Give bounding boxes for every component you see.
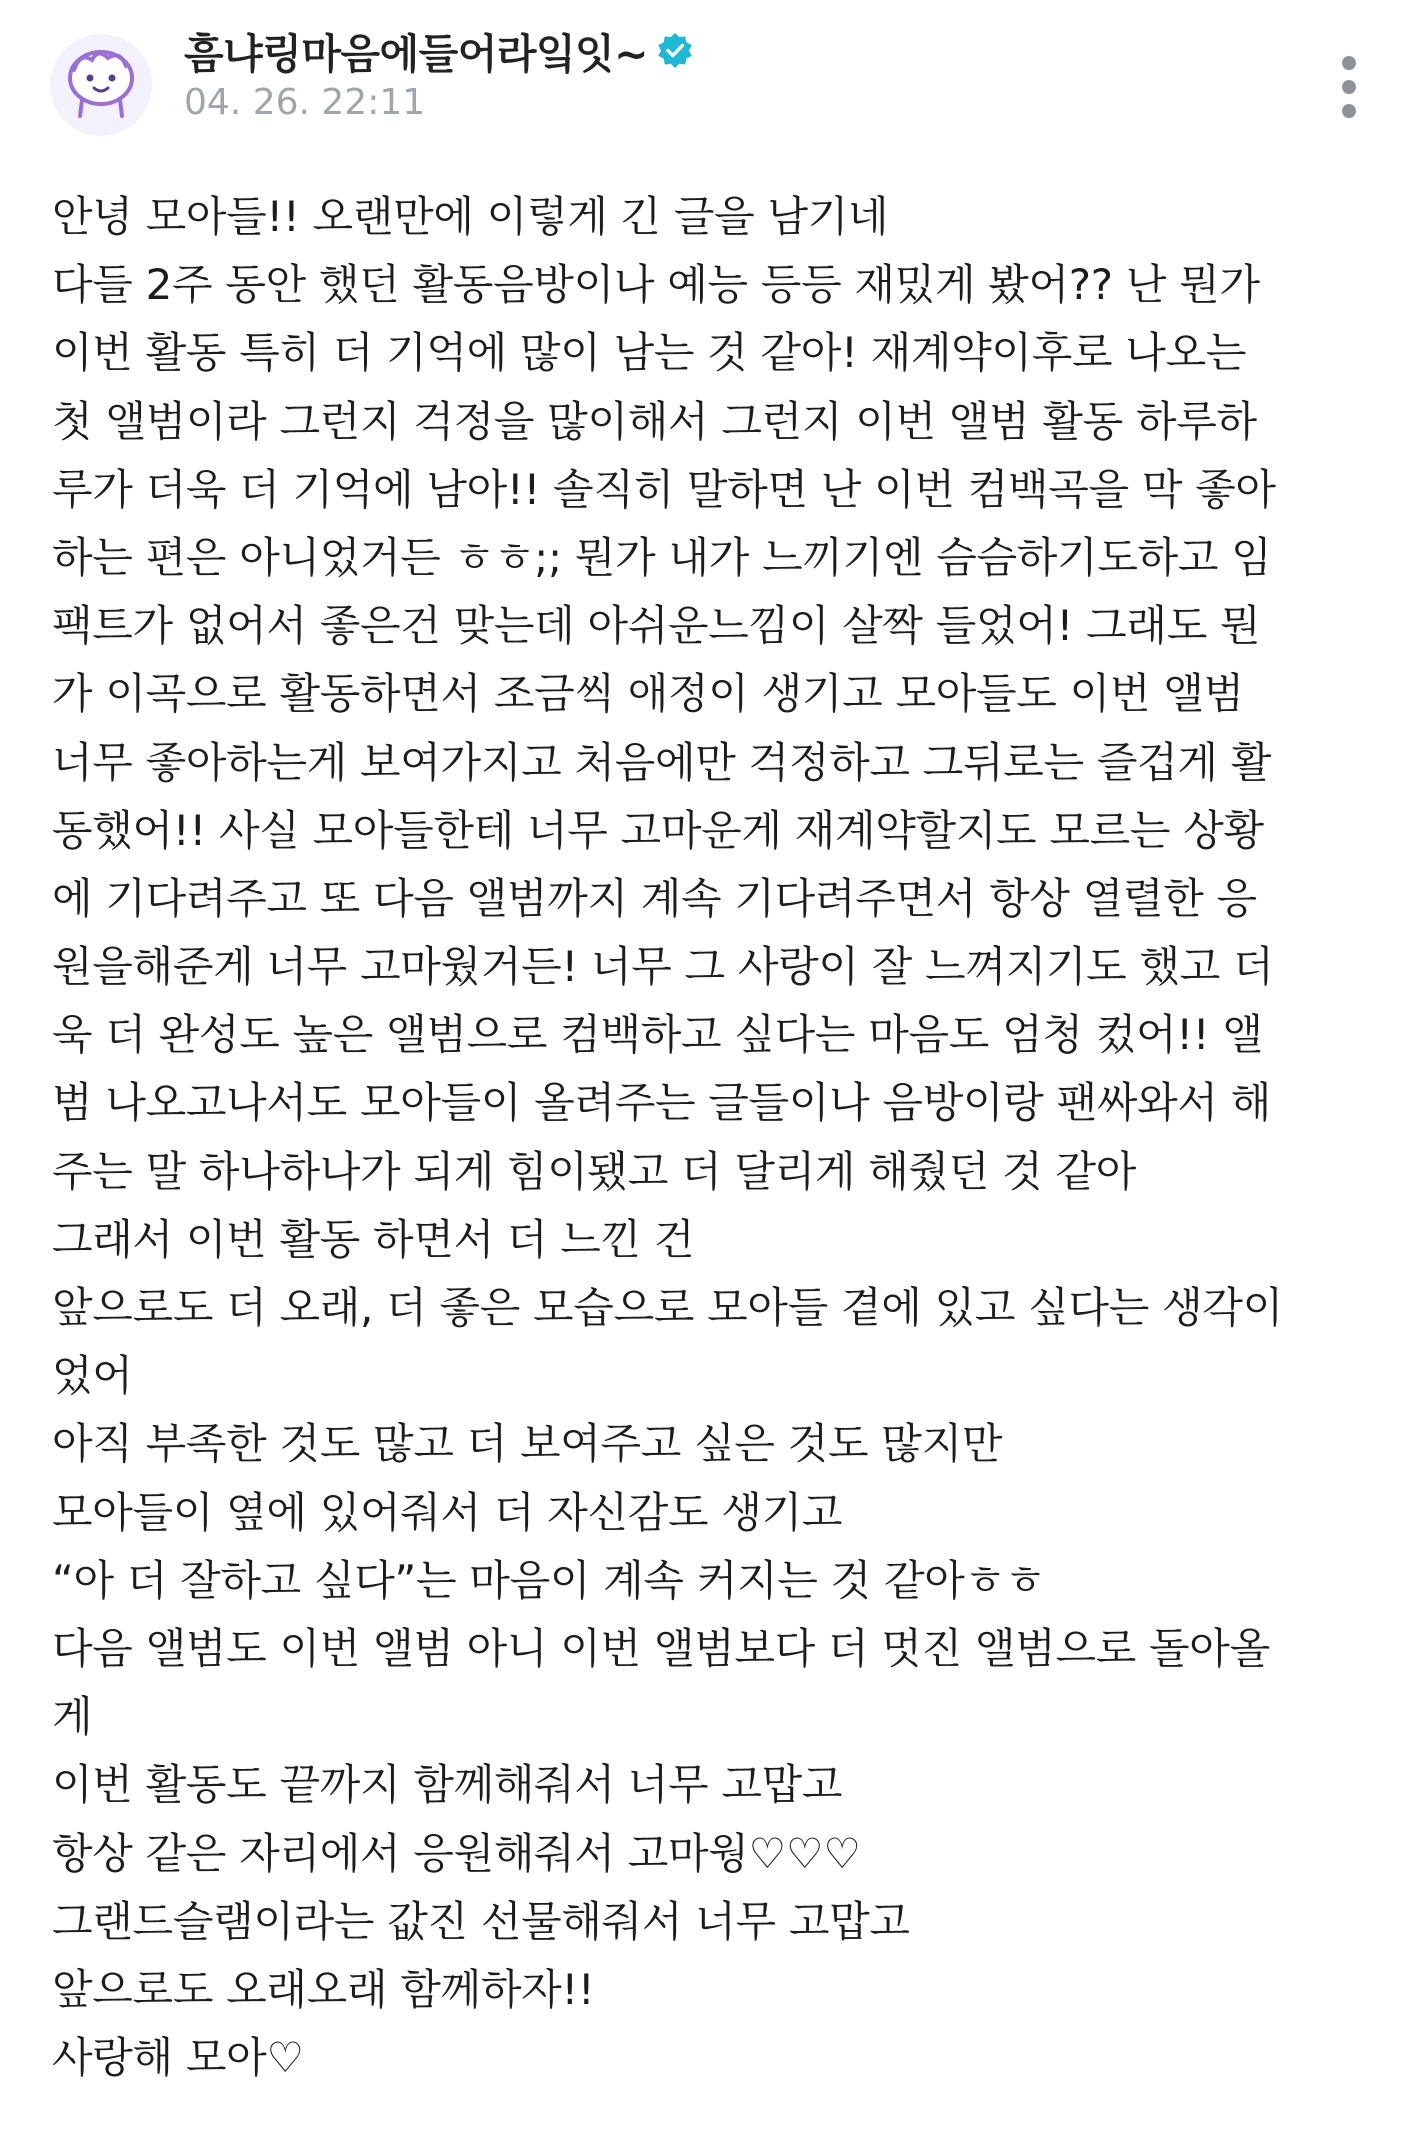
cartoon-avatar-icon	[50, 34, 152, 136]
post-body-line: 앞으로도 오래오래 함께하자!!	[52, 1964, 595, 2014]
post-body-line: 모아들이 옆에 있어줘서 더 자신감도 생기고	[52, 1487, 843, 1537]
post-body-line: 었어	[52, 1351, 133, 1401]
post-body-line: 다음 앨범도 이번 앨범 아니 이번 앨범보다 더 멋진 앨범으로 돌아올	[52, 1623, 1270, 1673]
post-body-line: 그랜드슬램이라는 값진 선물해줘서 너무 고맙고	[52, 1896, 910, 1946]
post-body-line: “아 더 잘하고 싶다”는 마음이 계속 커지는 것 같아ㅎㅎ	[52, 1555, 1046, 1605]
post-body-line: 루가 더욱 더 기억에 남아!! 솔직히 말하면 난 이번 컴백곡을 막 좋아	[52, 464, 1276, 514]
post-header	[0, 0, 1416, 150]
post-body-line: 첫 앨범이라 그런지 걱정을 많이해서 그런지 이번 앨범 활동 하루하	[52, 396, 1257, 446]
post-body-line: 범 나오고나서도 모아들이 올려주는 글들이나 음방이랑 팬싸와서 해	[52, 1078, 1271, 1128]
post-body-line: 이번 활동 특히 더 기억에 많이 남는 것 같아! 재계약이후로 나오는	[52, 328, 1247, 378]
post-body-line: 하는 편은 아니었거든 ㅎㅎ;; 뭔가 내가 느끼기엔 슴슴하기도하고 임	[52, 532, 1272, 582]
more-vertical-icon	[1326, 52, 1372, 122]
post-body-line: 아직 부족한 것도 많고 더 보여주고 싶은 것도 많지만	[52, 1419, 1003, 1469]
verified-badge-icon	[656, 31, 694, 69]
post-body-line: 욱 더 완성도 높은 앨범으로 컴백하고 싶다는 마음도 엄청 컸어!! 앨	[52, 1010, 1263, 1060]
post-timestamp: 04. 26. 22:11	[184, 82, 426, 123]
post-body-line: 주는 말 하나하나가 되게 힘이됐고 더 달리게 해줬던 것 같아	[52, 1146, 1136, 1196]
post-body-line: 가 이곡으로 활동하면서 조금씩 애정이 생기고 모아들도 이번 앨범	[52, 669, 1244, 719]
more-options-button[interactable]	[1326, 52, 1372, 122]
post-body-line: 에 기다려주고 또 다음 앨범까지 계속 기다려주면서 항상 열렬한 응	[52, 873, 1257, 923]
post-body-line: 게	[52, 1692, 93, 1742]
post-body-line: 다들 2주 동안 했던 활동음방이나 예능 등등 재밌게 봤어?? 난 뭔가	[52, 260, 1260, 310]
post-body-line: 너무 좋아하는게 보여가지고 처음에만 걱정하고 그뒤로는 즐겁게 활	[52, 737, 1271, 787]
post-body-line: 이번 활동도 끝까지 함께해줘서 너무 고맙고	[52, 1760, 843, 1810]
author-name[interactable]: 흠냐링마음에들어라잌잇~	[184, 29, 649, 78]
post-body	[52, 183, 1402, 2092]
post-body-line: 그래서 이번 활동 하면서 더 느낀 건	[52, 1214, 695, 1264]
author-row	[184, 24, 694, 76]
post-body-line: 항상 같은 자리에서 응원해줘서 고마웡♡♡♡	[52, 1828, 861, 1878]
post-body-line: 팩트가 없어서 좋은건 맞는데 아쉬운느낌이 살짝 들었어! 그래도 뭔	[52, 601, 1261, 651]
post-body-line: 동했어!! 사실 모아들한테 너무 고마운게 재계약할지도 모르는 상황	[52, 805, 1264, 855]
post-body-line: 앞으로도 더 오래, 더 좋은 모습으로 모아들 곁에 있고 싶다는 생각이	[52, 1283, 1283, 1332]
post-body-line: 안녕 모아들!! 오랜만에 이렇게 긴 글을 남기네	[52, 192, 889, 241]
author-avatar[interactable]	[50, 34, 152, 136]
post-body-line: 사랑해 모아♡	[52, 2033, 304, 2083]
post-body-line: 원을해준게 너무 고마웠거든! 너무 그 사랑이 잘 느껴지기도 했고 더	[52, 942, 1274, 992]
